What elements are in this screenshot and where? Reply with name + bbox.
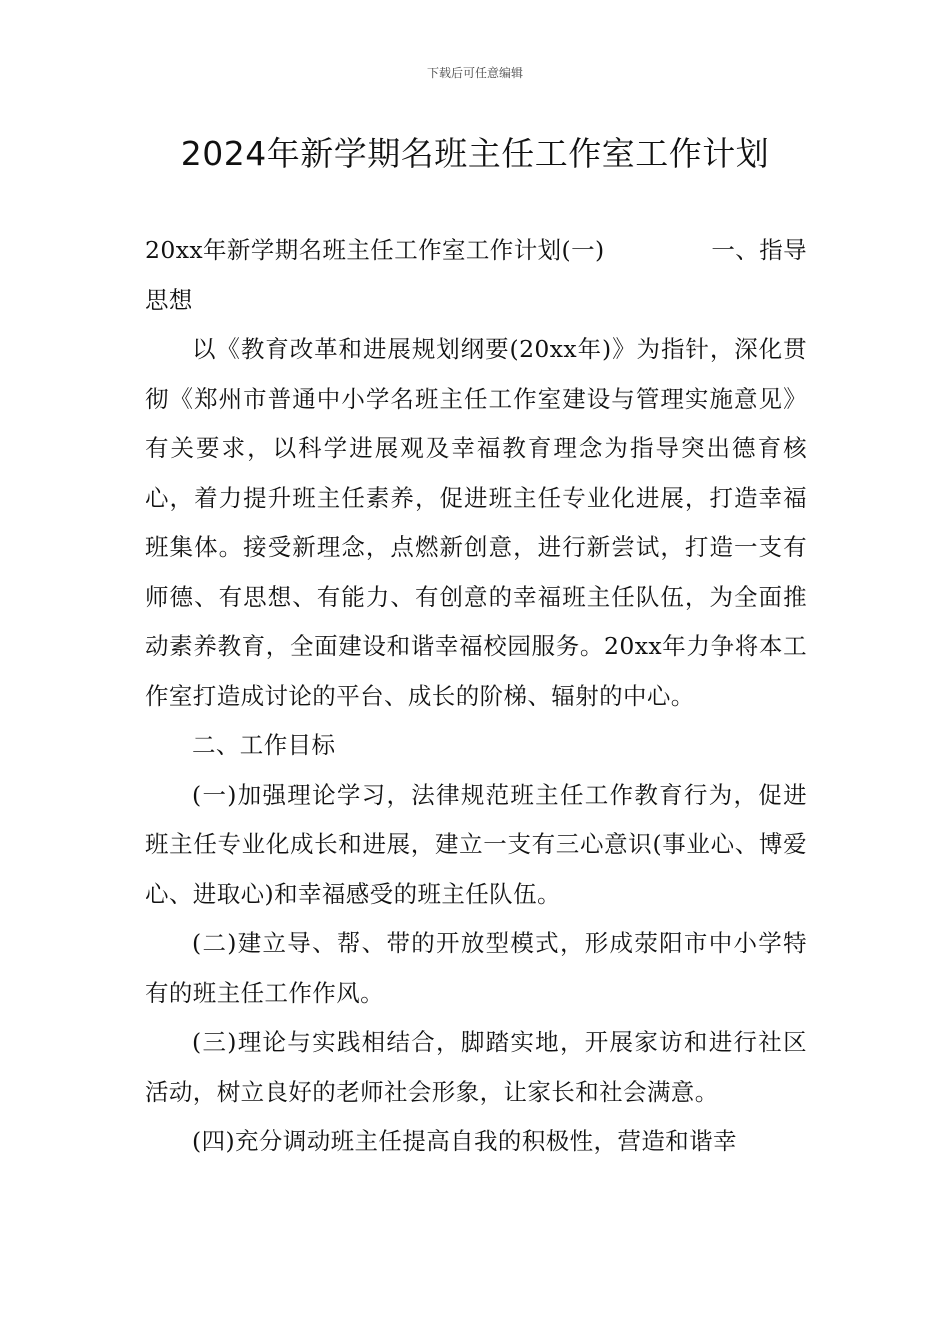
- section-heading-guiding: 一、指导: [711, 236, 807, 264]
- paragraph-goal-4: (四)充分调动班主任提高自我的积极性，营造和谐幸: [192, 1127, 737, 1155]
- paragraph-goal-3: (三)理论与实践相结合，脚踏实地，开展家访和进行社区活动，树立良好的老师社会形象，让家长和社会满意。: [145, 1028, 807, 1106]
- document-body: [145, 226, 807, 1167]
- plan-subtitle: 20xx年新学期名班主任工作室工作计划(一): [145, 236, 605, 264]
- document-title: 2024年新学期名班主任工作室工作计划: [180, 134, 770, 173]
- paragraph-goal-2: (二)建立导、帮、带的开放型模式，形成荥阳市中小学特有的班主任工作作风。: [145, 929, 807, 1007]
- section-heading-continuation: 思想: [145, 285, 193, 314]
- header-note: 下载后可任意编辑: [426, 66, 523, 80]
- section-subtitle-line: [145, 226, 807, 276]
- section-heading-goals: 二、工作目标: [192, 731, 336, 759]
- paragraph-goal-1: (一)加强理论学习，法律规范班主任工作教育行为，促进班主任专业化成长和进展，建立一支有三心意识(事业心、博爱心、进取心)和幸福感受的班主任队伍。: [145, 780, 807, 908]
- paragraph-guiding-thought: 以《教育改革和进展规划纲要(20xx年)》为指针，深化贯彻《郑州市普通中小学名班主任工作室建设与管理实施意见》有关要求，以科学进展观及幸福教育理念为指导突出德育核心，着力提升班主任素养，促进班主任专业化进展，打造幸福班集体。接受新理念，点燃新创意，进行新尝试，打造一支有师德、有思想、有能力、有创意的幸福班主任队伍，为全面推动素养教育，全面建设和谐幸福校园服务。20xx年力争将本工作室打造成讨论的平台、成长的阶梯、辐射的中心。: [145, 335, 807, 710]
